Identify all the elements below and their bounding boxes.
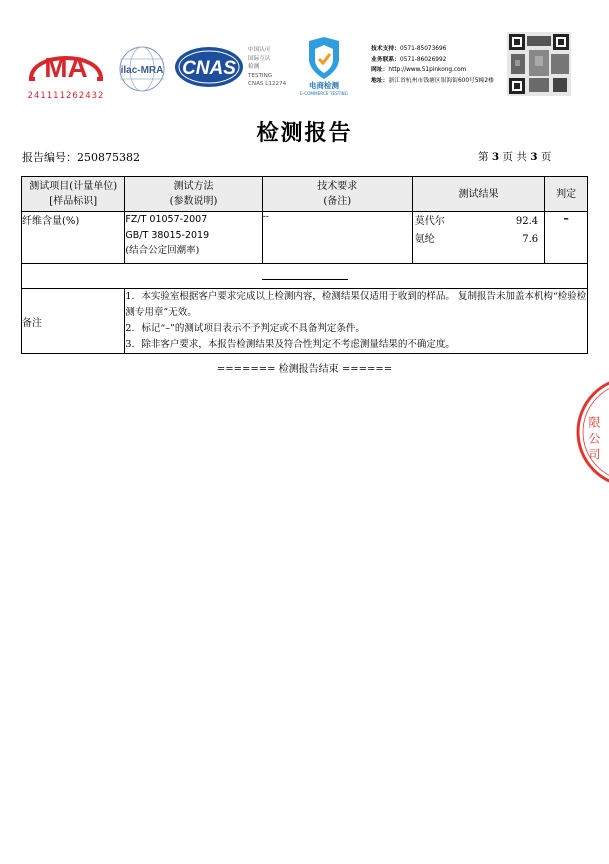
col-test-method: 测试方法 (参数说明) bbox=[125, 177, 262, 212]
cnas-caption: 中国认可 国际互认 检测 TESTING CNAS L12274 bbox=[248, 47, 287, 88]
notes-body bbox=[125, 289, 588, 354]
svg-text:限公司: 限公司 bbox=[587, 416, 601, 464]
result-line: 莫代尔 92.4 bbox=[414, 216, 539, 227]
test-requirement: -- bbox=[262, 212, 412, 264]
col-result: 测试结果 bbox=[412, 177, 544, 212]
ilac-mra-logo bbox=[116, 45, 168, 95]
notes-label: 备注 bbox=[22, 289, 125, 354]
result-line: 氨纶 7.6 bbox=[414, 234, 539, 245]
cma-number: 241111262432 bbox=[27, 91, 105, 101]
test-judgement: – bbox=[545, 212, 588, 264]
results-table bbox=[21, 176, 588, 354]
separator-row bbox=[22, 264, 588, 289]
test-item: 纤维含量(%) bbox=[22, 212, 125, 264]
report-number: 报告编号：250875382 bbox=[22, 151, 140, 164]
page-title: 检测报告 bbox=[256, 121, 353, 146]
qr-code bbox=[507, 32, 571, 96]
contact-info bbox=[371, 44, 501, 86]
col-judgement: 判定 bbox=[545, 177, 588, 212]
col-requirement: 技术要求 (备注) bbox=[262, 177, 412, 212]
table-header-row bbox=[22, 177, 588, 212]
company-seal bbox=[576, 376, 609, 488]
table-row bbox=[22, 212, 588, 264]
contact-website: 网址：http://www.51pinkong.com bbox=[371, 67, 467, 73]
report-end-mark: ======= 检测报告结束 ====== bbox=[216, 364, 393, 375]
cma-letters: MA bbox=[44, 52, 88, 83]
cnas-logo bbox=[174, 45, 244, 89]
note-item: 2. 标记“–”的测试项目表示不予判定或不具备判定条件。 bbox=[125, 323, 365, 334]
svg-text:ilac-MRA: ilac-MRA bbox=[120, 65, 164, 76]
svg-text:E-COMMERCE TESTING: E-COMMERCE TESTING bbox=[300, 91, 348, 96]
contact-tech-support: 技术支持：0571-85073696 bbox=[371, 46, 447, 52]
contact-address: 地址：浙江省杭州市钱塘区银海街600号5幢2楼 bbox=[371, 77, 494, 84]
separator-line bbox=[262, 279, 348, 280]
col-test-item: 测试项目(计量单位) [样品标识] bbox=[22, 177, 125, 212]
note-item: 3. 除非客户要求，本报告检测结果及符合性判定不考虑测量结果的不确定度。 bbox=[125, 339, 455, 350]
cma-logo bbox=[25, 43, 107, 103]
svg-text:CNAS: CNAS bbox=[182, 58, 236, 79]
notes-row bbox=[22, 289, 588, 354]
page-info: 第 3 页 共 3 页 bbox=[478, 151, 552, 163]
contact-business: 业务联系：0571-86026992 bbox=[371, 56, 447, 63]
test-result bbox=[412, 212, 544, 264]
ecommerce-testing-logo bbox=[288, 37, 360, 97]
note-item: 1. 本实验室根据客户要求完成以上检测内容，检测结果仅适用于收到的样品。 复制报告未加盖本机构“检验检测专用章”无效。 bbox=[125, 291, 587, 318]
svg-text:电商检测: 电商检测 bbox=[309, 81, 339, 90]
test-method: FZ/T 01057-2007 GB/T 38015-2019 (结合公定回潮率) bbox=[125, 212, 262, 264]
